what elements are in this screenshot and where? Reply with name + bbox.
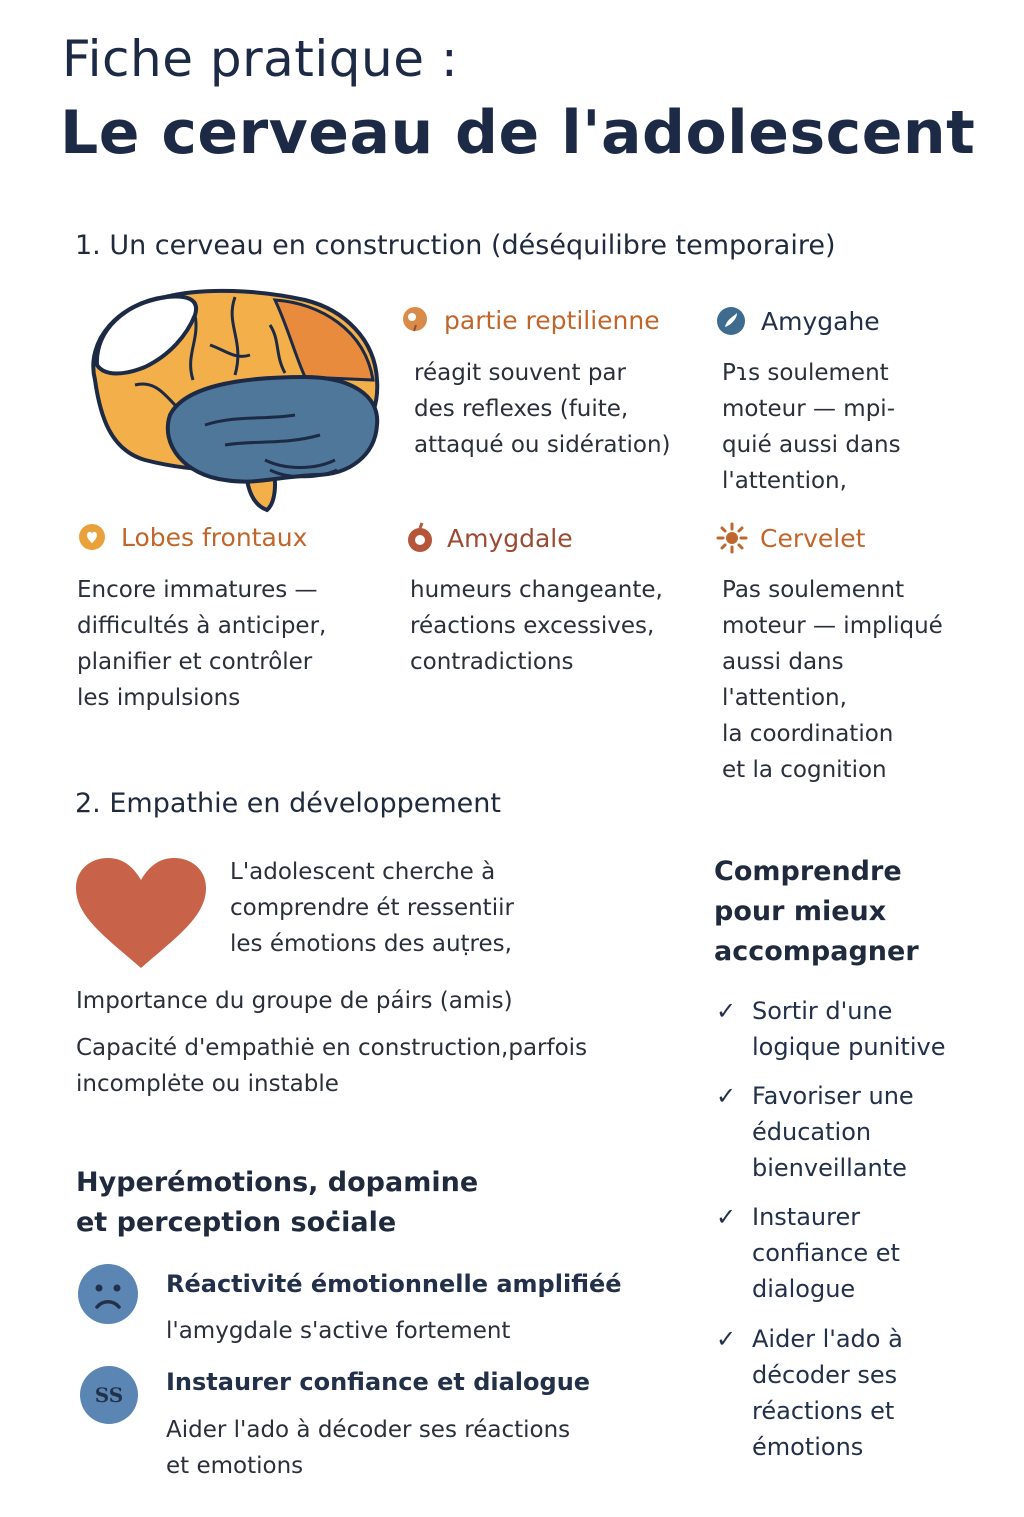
item1-title: Réactivité émotionnelle amplifiéé bbox=[166, 1270, 622, 1298]
amygdale-label: Amygdale bbox=[447, 523, 573, 553]
sidebar-item-line: logique punitive bbox=[752, 1033, 946, 1061]
check-icon: ✓ bbox=[716, 997, 737, 1025]
amygdale-icon bbox=[405, 522, 435, 554]
cervelet-line: la coordination bbox=[722, 721, 894, 747]
empathy-point-2-line: Capacité d'empathiė en construction,parfois bbox=[76, 1035, 588, 1061]
check-icon: ✓ bbox=[716, 1203, 737, 1231]
frontal-header bbox=[77, 522, 307, 552]
empathy-point-2-line: incomplėte ou instable bbox=[76, 1071, 339, 1097]
sidebar-heading-line: Comprendre bbox=[714, 856, 902, 887]
page-title-line2: Le cerveau de l'adolescent bbox=[60, 98, 976, 168]
empathy-text bbox=[230, 854, 514, 962]
item2-line: Aider l'ado à décoder ses réactions bbox=[166, 1417, 571, 1443]
section3-heading-line: et perception soċiale bbox=[76, 1207, 397, 1238]
sad-face-icon bbox=[78, 1264, 138, 1324]
sidebar-item-line: confiance et bbox=[752, 1239, 900, 1267]
heart-circle-icon bbox=[77, 522, 107, 552]
amygahe-line: l'attention, bbox=[722, 468, 847, 494]
empathy-point-1: Importance du groupe de páirs (amis) bbox=[76, 988, 513, 1014]
amygahe-header bbox=[715, 305, 880, 337]
sidebar-heading-line: pour mieux bbox=[714, 896, 887, 927]
sidebar-heading bbox=[714, 852, 919, 972]
frontal-line: planifier et contrôler bbox=[77, 649, 313, 675]
amygahe-line: Pɿs soulement bbox=[722, 360, 889, 386]
reptilian-icon bbox=[400, 305, 430, 335]
heart-icon bbox=[74, 856, 208, 972]
frontal-line: les impulsions bbox=[77, 685, 241, 711]
amygahe-icon bbox=[715, 305, 747, 337]
item2-line: et emotions bbox=[166, 1453, 304, 1479]
empathy-line: les émotions des auṭres, bbox=[230, 931, 512, 957]
empathy-line: comprendre ét ressentiir bbox=[230, 895, 514, 921]
cervelet-line: moteur — impliqué bbox=[722, 613, 943, 639]
section3-heading-line: Hyperémotions, dopamine bbox=[76, 1167, 479, 1198]
amygahe-text bbox=[722, 355, 901, 499]
sidebar-item-line: Favoriser une bbox=[752, 1082, 914, 1110]
reptilian-header bbox=[400, 305, 660, 335]
page-title-line1: Fiche pratique : bbox=[62, 30, 459, 88]
item2-title: Instaurer confiance et dialogue bbox=[166, 1368, 591, 1396]
sidebar-item-line: émotions bbox=[752, 1433, 864, 1461]
check-icon: ✓ bbox=[716, 1082, 737, 1110]
ss-badge-icon bbox=[80, 1366, 138, 1424]
amygdale-header bbox=[405, 522, 573, 554]
brain-illustration bbox=[75, 285, 385, 515]
cervelet-line: et la cognition bbox=[722, 757, 887, 783]
amygahe-line: quié aussi dans bbox=[722, 432, 901, 458]
frontal-text bbox=[77, 572, 326, 716]
cervelet-line: aussi dans bbox=[722, 649, 844, 675]
sidebar-item-line: réactions et bbox=[752, 1397, 895, 1425]
reptilian-line: attaqué ou sidération) bbox=[414, 432, 671, 458]
amygdale-text bbox=[410, 572, 663, 680]
sidebar-item-line: Sortir d'une bbox=[752, 997, 893, 1025]
sidebar-item-line: décoder ses bbox=[752, 1361, 898, 1389]
empathy-point-2 bbox=[76, 1030, 587, 1102]
frontal-line: Encore immatures — bbox=[77, 577, 318, 603]
cervelet-icon bbox=[716, 522, 748, 554]
item2-text bbox=[166, 1412, 570, 1484]
reptilian-line: des reflexes (fuite, bbox=[414, 396, 629, 422]
cervelet-header bbox=[716, 522, 865, 554]
cervelet-label: Cervelet bbox=[760, 523, 866, 553]
sidebar-item-line: bienveillante bbox=[752, 1154, 907, 1182]
empathy-line: L'adolescent cherche à bbox=[230, 859, 496, 885]
reptilian-text bbox=[414, 355, 671, 463]
brain-blue-region bbox=[168, 377, 377, 482]
section2-heading: 2. Empathie en développement bbox=[75, 788, 501, 819]
reptilian-label: partie reptilienne bbox=[444, 305, 660, 335]
section3-heading bbox=[76, 1163, 478, 1243]
sidebar-item bbox=[716, 1078, 914, 1186]
sidebar-item bbox=[716, 993, 945, 1065]
amygdale-line: réactions excessives, bbox=[410, 613, 655, 639]
sidebar-item bbox=[716, 1321, 903, 1465]
sidebar-item-line: Aider l'ado à bbox=[752, 1325, 903, 1353]
frontal-label: Lobes frontaux bbox=[121, 522, 308, 552]
section1-heading: 1. Un cerveau en construction (déséquilibre temporaire) bbox=[75, 230, 836, 261]
sidebar-heading-line: accompagner bbox=[714, 936, 919, 967]
amygdale-line: humeurs changeante, bbox=[410, 577, 663, 603]
frontal-line: difficultés à anticiper, bbox=[77, 613, 327, 639]
check-icon: ✓ bbox=[716, 1325, 737, 1353]
sidebar-item bbox=[716, 1199, 900, 1307]
ss-badge-text: SS bbox=[94, 1383, 124, 1407]
sidebar-item-line: dialogue bbox=[752, 1275, 856, 1303]
sidebar-item-line: Instaurer bbox=[752, 1203, 861, 1231]
cervelet-text bbox=[722, 572, 943, 788]
amygahe-label: Amygahe bbox=[761, 306, 880, 336]
cervelet-line: Pas soulemennt bbox=[722, 577, 905, 603]
amygahe-line: moteur — mpi- bbox=[722, 396, 895, 422]
amygdale-line: contradictions bbox=[410, 649, 574, 675]
reptilian-line: réagit souvent par bbox=[414, 360, 626, 386]
cervelet-line: l'attention, bbox=[722, 685, 847, 711]
item1-text: l'amygdale s'active fortement bbox=[166, 1318, 511, 1344]
sidebar-item-line: éducation bbox=[752, 1118, 872, 1146]
